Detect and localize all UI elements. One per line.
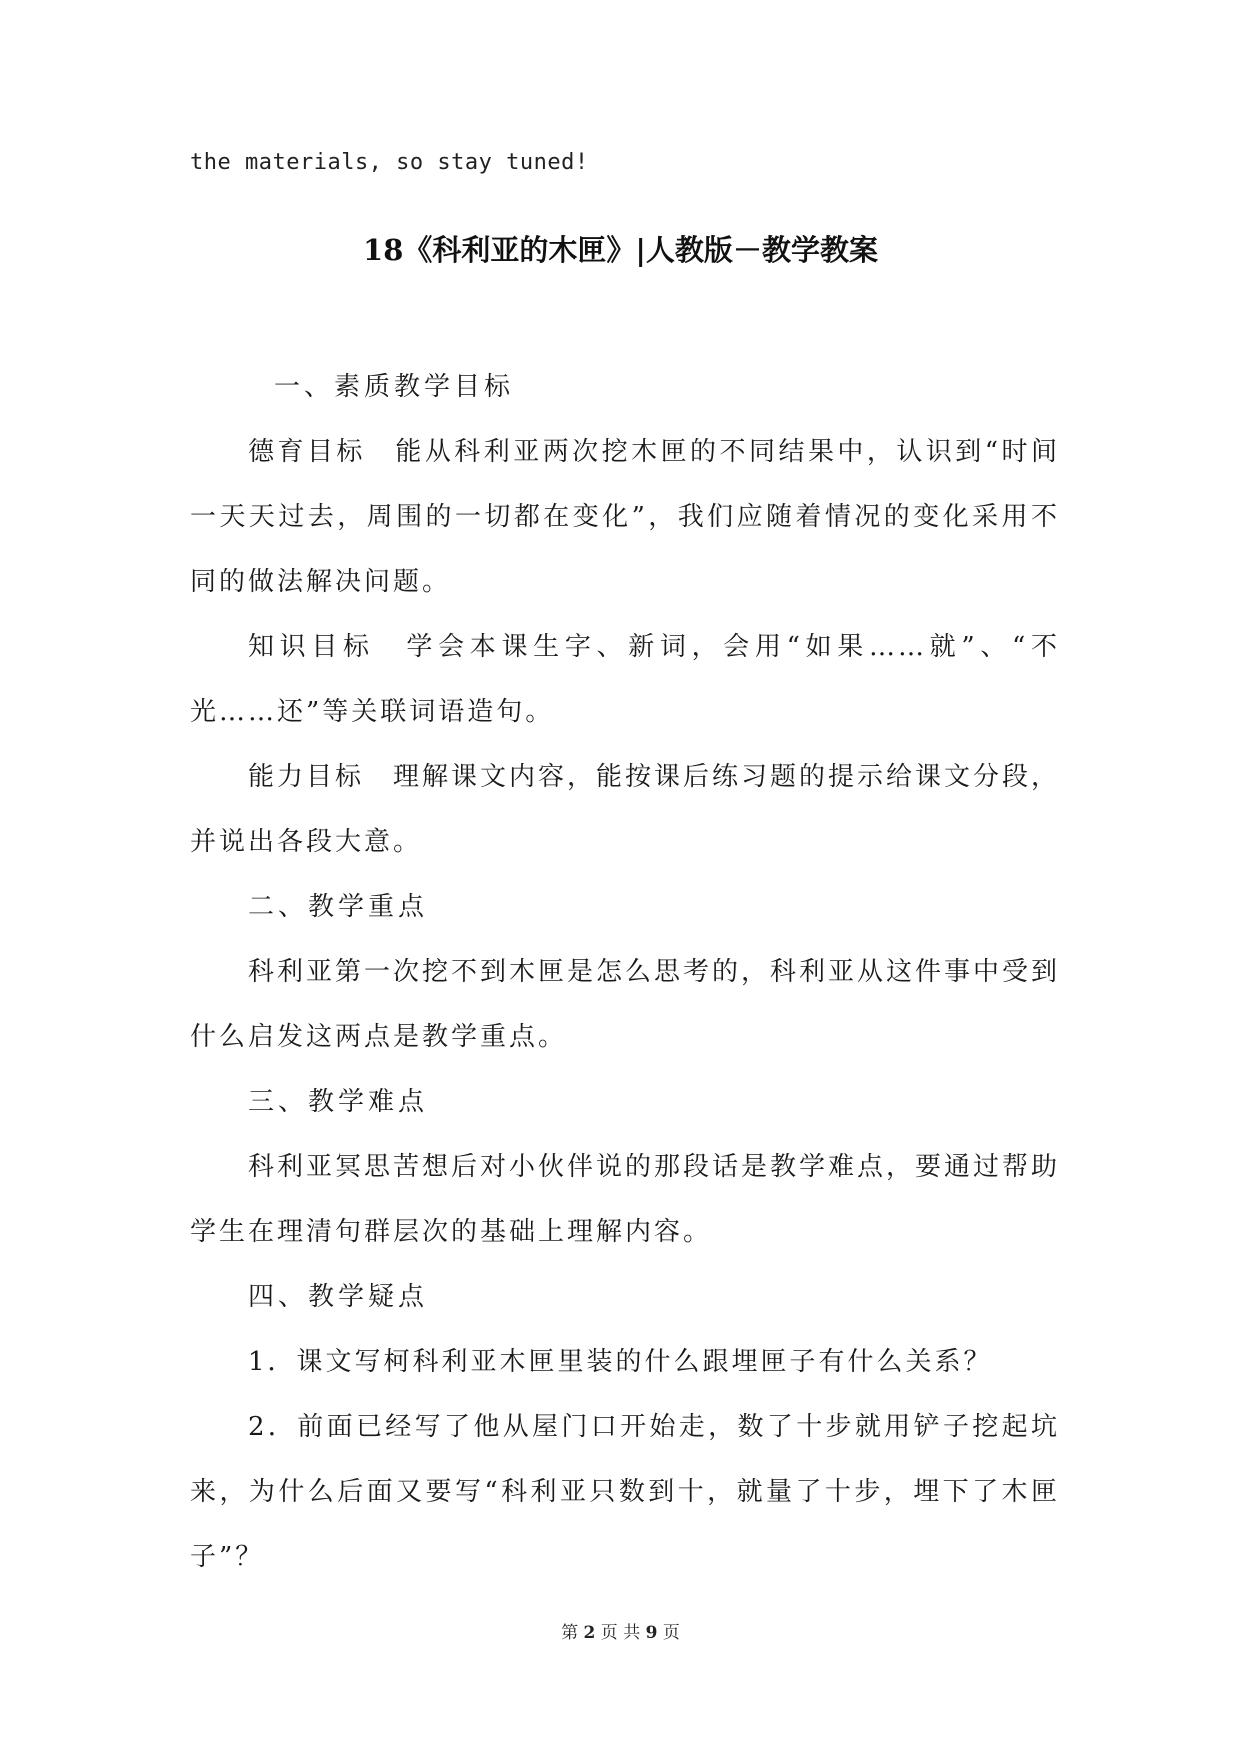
document-title: 18《科利亚的木匣》|人教版－教学教案 <box>363 233 878 267</box>
section-heading-objectives: 一、素质教学目标 <box>274 372 515 402</box>
footer-prefix: 第 <box>561 1623 579 1643</box>
paragraph-doubt-1: 1．课文写柯科利亚木匣里装的什么跟埋匣子有什么关系？ <box>248 1347 993 1377</box>
paragraph-difficulties: 科利亚冥思苦想后对小伙伴说的那段话是教学难点，要通过帮助学生在理清句群层次的基础上理解内容。 <box>190 1152 1061 1247</box>
intro-line: the materials, so stay tuned! <box>190 150 589 175</box>
footer-total-pages: 9 <box>645 1623 658 1643</box>
document-body <box>190 355 1060 1590</box>
section-heading-doubts: 四、教学疑点 <box>248 1282 429 1312</box>
page-footer <box>0 1618 1241 1643</box>
paragraph-doubt-2: 2．前面已经写了他从屋门口开始走，数了十步就用铲子挖起坑来，为什么后面又要写“科利亚只数到十，就量了十步，埋下了木匣子”？ <box>190 1412 1060 1572</box>
footer-middle: 页 共 <box>600 1623 641 1643</box>
paragraph-moral-objective: 德育目标 能从科利亚两次挖木匣的不同结果中，认识到“时间一天天过去，周围的一切都在变化”，我们应随着情况的变化采用不同的做法解决问题。 <box>190 437 1060 597</box>
footer-suffix: 页 <box>662 1623 680 1643</box>
paragraph-knowledge-objective: 知识目标 学会本课生字、新词，会用“如果……就”、“不光……还”等关联词语造句。 <box>190 632 1060 727</box>
section-heading-difficulties: 三、教学难点 <box>248 1087 429 1117</box>
section-heading-key-points: 二、教学重点 <box>248 892 429 922</box>
footer-current-page: 2 <box>583 1623 596 1643</box>
paragraph-key-points: 科利亚第一次挖不到木匣是怎么思考的，科利亚从这件事中受到什么启发这两点是教学重点。 <box>190 957 1061 1052</box>
paragraph-ability-objective: 能力目标 理解课文内容，能按课后练习题的提示给课文分段，并说出各段大意。 <box>190 762 1061 857</box>
